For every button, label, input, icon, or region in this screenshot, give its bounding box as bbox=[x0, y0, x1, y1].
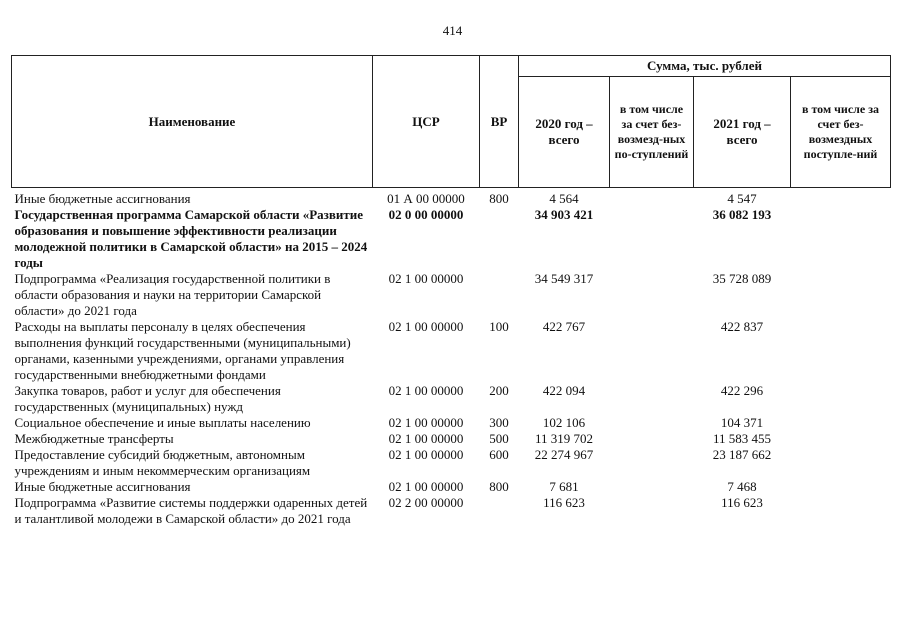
header-2021-total: 2021 год – всего bbox=[694, 77, 791, 188]
row-2020-total-cell: 34 549 317 bbox=[534, 271, 594, 286]
table-row bbox=[12, 415, 891, 431]
row-vr-cell bbox=[480, 495, 519, 527]
header-2020-total: 2020 год – всего bbox=[519, 77, 610, 188]
row-2021-total-cell: 422 296 bbox=[720, 383, 764, 398]
table-row bbox=[12, 271, 891, 319]
header-csr: ЦСР bbox=[373, 56, 480, 188]
row-2021-free-cell bbox=[791, 431, 891, 447]
row-vr-cell: 200 bbox=[489, 383, 509, 398]
row-2021-free-cell bbox=[791, 271, 891, 319]
row-2020-free-cell bbox=[610, 479, 694, 495]
row-vr-cell: 800 bbox=[489, 191, 509, 206]
row-csr-cell: 02 1 00 00000 bbox=[388, 383, 464, 398]
row-2020-total-cell: 34 903 421 bbox=[534, 207, 594, 222]
row-2020-free-cell bbox=[610, 207, 694, 271]
row-2021-free-cell bbox=[791, 479, 891, 495]
row-vr-cell bbox=[480, 207, 519, 271]
row-2020-total-cell: 4 564 bbox=[549, 191, 579, 206]
table-row bbox=[12, 447, 891, 479]
row-2021-total-cell: 7 468 bbox=[727, 479, 757, 494]
row-name-cell: Подпрограмма «Развитие системы поддержки одаренных детей и талантливой молодежи в Самарской области» до 2021 года bbox=[14, 495, 368, 526]
header-sum-group: Сумма, тыс. рублей bbox=[519, 56, 891, 77]
row-vr-cell bbox=[480, 271, 519, 319]
row-name-cell: Государственная программа Самарской области «Развитие образования и повышение эффективности реализации молодежной политики в Самарской области» на 2015 – 2024 годы bbox=[14, 207, 368, 270]
table-row bbox=[12, 188, 891, 208]
row-2021-free-cell bbox=[791, 319, 891, 383]
header-2021-free: в том числе за счет без-возмездных поступле-ний bbox=[791, 77, 891, 188]
budget-table bbox=[11, 55, 891, 527]
row-2020-total-cell: 7 681 bbox=[549, 479, 579, 494]
row-2020-total-cell: 102 106 bbox=[542, 415, 586, 430]
row-2021-total-cell: 11 583 455 bbox=[712, 431, 772, 446]
table-row bbox=[12, 207, 891, 271]
row-name-cell: Социальное обеспечение и иные выплаты населению bbox=[14, 415, 311, 430]
table-body bbox=[12, 188, 891, 528]
row-2020-free-cell bbox=[610, 495, 694, 527]
row-2021-total-cell: 116 623 bbox=[721, 495, 763, 510]
row-2021-total-cell: 23 187 662 bbox=[712, 447, 772, 462]
row-2020-total-cell: 422 767 bbox=[542, 319, 586, 334]
row-2021-total-cell: 104 371 bbox=[720, 415, 764, 430]
row-2020-free-cell bbox=[610, 447, 694, 479]
row-2021-total-cell: 35 728 089 bbox=[712, 271, 772, 286]
row-2020-free-cell bbox=[610, 415, 694, 431]
row-name-cell: Иные бюджетные ассигнования bbox=[14, 191, 191, 206]
row-2020-free-cell bbox=[610, 383, 694, 415]
row-csr-cell: 01 А 00 00000 bbox=[387, 191, 465, 206]
row-2020-free-cell bbox=[610, 431, 694, 447]
table-row bbox=[12, 319, 891, 383]
row-vr-cell: 300 bbox=[489, 415, 509, 430]
row-csr-cell: 02 0 00 00000 bbox=[388, 207, 464, 222]
row-2020-free-cell bbox=[610, 188, 694, 208]
row-2020-total-cell: 116 623 bbox=[543, 495, 585, 510]
row-csr-cell: 02 1 00 00000 bbox=[388, 415, 464, 430]
page-number: 414 bbox=[442, 23, 463, 38]
row-2020-total-cell: 422 094 bbox=[542, 383, 586, 398]
row-2021-free-cell bbox=[791, 447, 891, 479]
table-row bbox=[12, 479, 891, 495]
row-2021-free-cell bbox=[791, 188, 891, 208]
row-name-cell: Межбюджетные трансферты bbox=[14, 431, 174, 446]
row-2020-free-cell bbox=[610, 319, 694, 383]
row-vr-cell: 100 bbox=[489, 319, 509, 334]
row-name-cell: Предоставление субсидий бюджетным, автономным учреждениям и иным некоммерческим организациям bbox=[14, 447, 311, 478]
table-row bbox=[12, 431, 891, 447]
table-row bbox=[12, 383, 891, 415]
row-csr-cell: 02 1 00 00000 bbox=[388, 271, 464, 286]
header-name: Наименование bbox=[12, 56, 373, 188]
row-2021-free-cell bbox=[791, 207, 891, 271]
row-csr-cell: 02 1 00 00000 bbox=[388, 319, 464, 334]
row-2020-free-cell bbox=[610, 271, 694, 319]
row-2020-total-cell: 22 274 967 bbox=[534, 447, 594, 462]
row-csr-cell: 02 1 00 00000 bbox=[388, 431, 464, 446]
row-2021-free-cell bbox=[791, 383, 891, 415]
row-vr-cell: 600 bbox=[489, 447, 509, 462]
row-2021-total-cell: 4 547 bbox=[727, 191, 757, 206]
row-vr-cell: 800 bbox=[489, 479, 509, 494]
row-csr-cell: 02 1 00 00000 bbox=[388, 447, 464, 462]
row-name-cell: Расходы на выплаты персоналу в целях обеспечения выполнения функций государственными (муниципальными) органами, казенными учреждениями, органами управления государственными внебюджетными фондами bbox=[14, 319, 351, 382]
table-header bbox=[12, 56, 891, 188]
row-csr-cell: 02 2 00 00000 bbox=[388, 495, 464, 510]
row-2020-total-cell: 11 319 702 bbox=[534, 431, 594, 446]
row-2021-free-cell bbox=[791, 415, 891, 431]
row-name-cell: Иные бюджетные ассигнования bbox=[14, 479, 191, 494]
row-name-cell: Подпрограмма «Реализация государственной политики в области образования и науки на территории Самарской области» до 2021 года bbox=[14, 271, 331, 318]
row-vr-cell: 500 bbox=[489, 431, 509, 446]
row-csr-cell: 02 1 00 00000 bbox=[388, 479, 464, 494]
row-name-cell: Закупка товаров, работ и услуг для обеспечения государственных (муниципальных) нужд bbox=[14, 383, 281, 414]
header-2020-free: в том числе за счет без-возмезд-ных по-ступлений bbox=[610, 77, 694, 188]
row-2021-free-cell bbox=[791, 495, 891, 527]
row-2021-total-cell: 36 082 193 bbox=[712, 207, 772, 222]
table-row bbox=[12, 495, 891, 527]
header-vr: ВР bbox=[480, 56, 519, 188]
row-2021-total-cell: 422 837 bbox=[720, 319, 764, 334]
